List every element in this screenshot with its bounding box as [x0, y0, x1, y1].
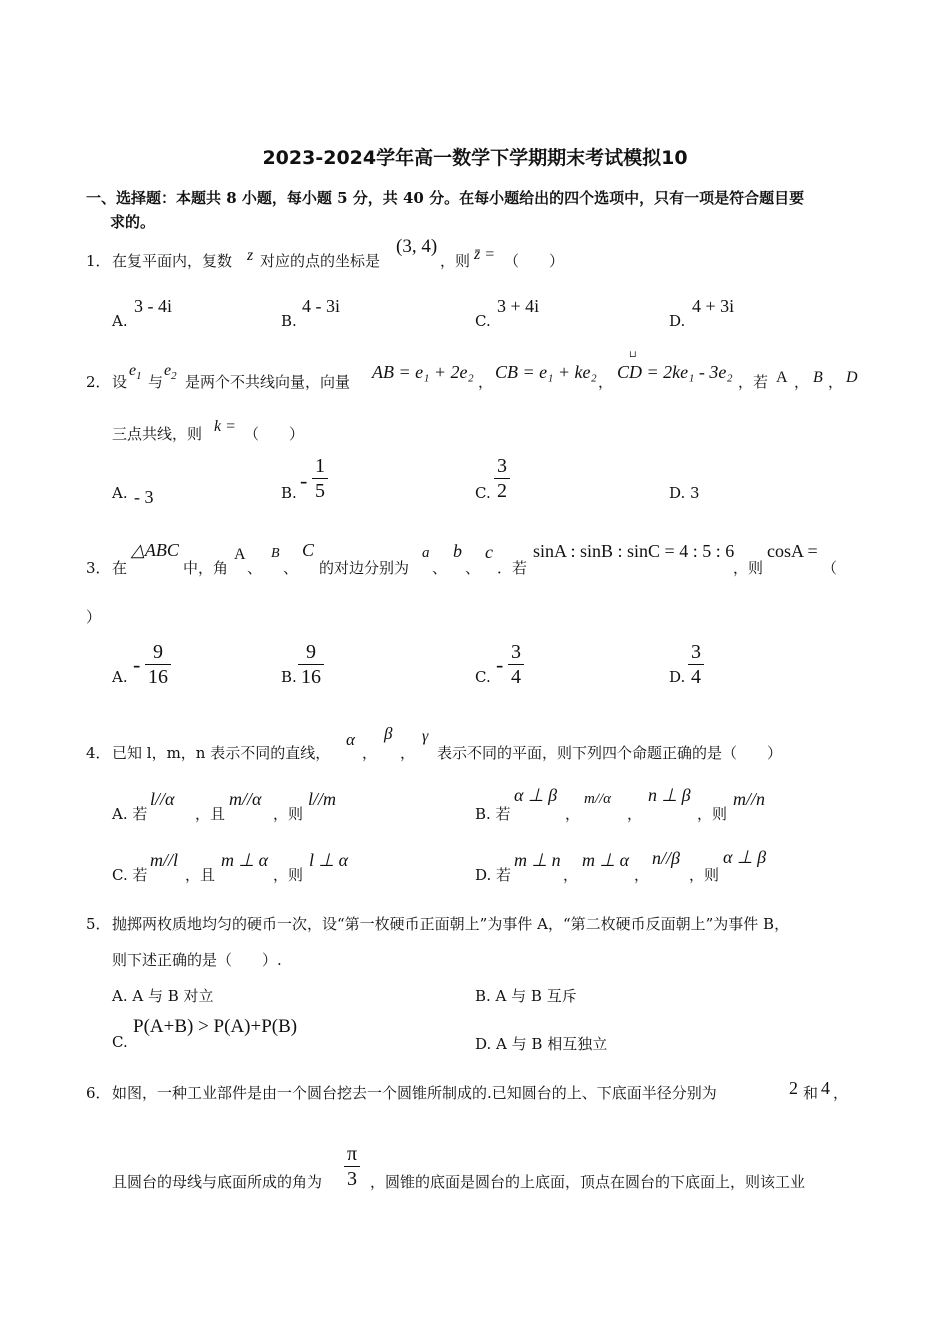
math-e1: $e_1$: [129, 362, 142, 383]
option-b: B. A 与 B 互斥: [475, 987, 577, 1005]
question-text: 中，角: [183, 559, 229, 577]
question-text: 如图，一种工业部件是由一个圆台挖去一个圆锥所制成的.已知圆台的上、下底面半径分别为: [112, 1084, 717, 1102]
option-c-label: C.: [112, 1033, 128, 1051]
math-cosa: cosA =: [767, 541, 818, 561]
option-c-formula: P(A+B) > P(A)+P(B): [133, 1016, 298, 1037]
math-sine-ratio: sinA : sinB : sinC = 4 : 5 : 6: [533, 541, 735, 561]
point-b: B: [813, 369, 823, 386]
option-a-fraction: 9 16: [145, 640, 171, 689]
option-c-premise2: m ⊥ α: [221, 850, 269, 870]
question-text: ．若: [497, 559, 528, 577]
option-b-label: B.: [281, 312, 297, 330]
option-d-fraction: 3 4: [688, 640, 704, 689]
math-vector-cb: CB = e₁ + ke₂: [495, 362, 597, 382]
question-text: 表示不同的平面，则下列四个命题正确的是（ ）: [437, 744, 783, 762]
option-d-premise2: m ⊥ α: [582, 850, 630, 870]
option-c-label: C. 若: [112, 866, 148, 884]
radius-upper: 2: [789, 1078, 798, 1098]
option-d-label: D.: [669, 668, 686, 686]
side-c: c: [485, 542, 493, 562]
option-b-fraction: 9 16: [298, 640, 324, 689]
option-b-premise3: n ⊥ β: [648, 785, 691, 805]
math-k: k =: [214, 418, 236, 435]
option-c-label: C.: [475, 668, 491, 686]
angle-c: C: [302, 540, 315, 560]
point-d: D: [846, 369, 858, 386]
question-text: ，若: [738, 373, 769, 391]
option-c-sign: -: [496, 652, 504, 677]
option-a-label: A. 若: [112, 805, 148, 823]
answer-paren-right: ）: [86, 608, 102, 626]
math-z: z: [247, 247, 254, 264]
option-a-value: 3 - 4i: [134, 296, 172, 316]
option-d-value: 4 + 3i: [692, 296, 735, 316]
option-d-text: ，则: [689, 866, 720, 884]
option-c-value: 3 + 4i: [497, 296, 540, 316]
math-e2: $e_2$: [164, 362, 177, 383]
option-d-label: D. 若: [475, 866, 512, 884]
option-b-sign: -: [300, 468, 308, 493]
math-alpha: α: [346, 730, 355, 749]
option-a-text: ，则: [273, 805, 304, 823]
question-text: 的对边分别为: [319, 559, 410, 577]
option-d-premise1: m ⊥ n: [514, 850, 561, 870]
option-c-fraction: 3 4: [508, 640, 524, 689]
option-a-conclusion: l//m: [308, 789, 337, 809]
option-d-label: D.: [669, 484, 686, 502]
option-a-value: - 3: [134, 487, 154, 507]
math-gamma: γ: [422, 728, 429, 745]
option-a: A. A 与 B 对立: [112, 987, 214, 1005]
answer-paren: （ ）: [504, 252, 565, 270]
question-number: 6．: [86, 1084, 111, 1102]
option-b-conclusion: m//n: [733, 789, 766, 809]
option-a-label: A.: [112, 312, 128, 330]
question-text: 在: [112, 559, 128, 577]
question-number: 5．: [86, 915, 111, 933]
option-c-conclusion: l ⊥ α: [309, 850, 349, 870]
option-c-fraction: 3 2: [494, 454, 510, 503]
option-a-label: A.: [112, 668, 128, 686]
option-a-label: A.: [112, 484, 128, 502]
question-text: 和: [803, 1084, 819, 1102]
question-text: 与: [148, 373, 164, 391]
question-number: 4．: [86, 744, 111, 762]
answer-paren-left: （: [822, 559, 838, 577]
math-beta: β: [384, 724, 393, 743]
option-b-fraction: 1 5: [312, 454, 328, 503]
side-b: b: [453, 541, 462, 561]
question-text: ，则: [733, 559, 764, 577]
option-a-premise2: m//α: [229, 789, 262, 809]
option-d-label: D.: [669, 312, 686, 330]
question-number: 2．: [86, 373, 111, 391]
option-b-value: 4 - 3i: [302, 296, 340, 316]
option-d: D. A 与 B 相互独立: [475, 1035, 608, 1053]
question-text: 在复平面内，复数: [112, 252, 233, 270]
angle-b: B: [271, 546, 280, 561]
math-triangle: △ABC: [131, 540, 179, 560]
option-b-text: ，则: [697, 805, 728, 823]
question-text: ，则: [440, 252, 471, 270]
option-a-premise1: l//α: [150, 789, 175, 809]
question-text: 对应的点的坐标是: [260, 252, 381, 270]
math-vector-ab: AB = e₁ + 2e₂: [372, 362, 474, 382]
option-b-label: B.: [281, 484, 297, 502]
vector-arrow-mark: ⊔: [629, 350, 637, 360]
option-d-premise3: n//β: [652, 848, 680, 868]
option-a-sign: -: [133, 652, 141, 677]
side-a: a: [422, 545, 430, 561]
option-b-label: B. 若: [475, 805, 511, 823]
angle-fraction: π 3: [344, 1142, 360, 1191]
option-b-premise1: α ⊥ β: [514, 785, 558, 805]
question-text: 设: [112, 373, 128, 391]
option-b-label: B.: [281, 668, 297, 686]
radius-lower: 4: [821, 1078, 830, 1098]
section-heading-line2: 求的。: [110, 213, 156, 231]
option-c-text: ，则: [273, 866, 304, 884]
question-text: 抛掷两枚质地均匀的硬币一次，设“第一枚硬币正面朝上”为事件 A，“第二枚硬币反面朝上”为事件 B，: [112, 915, 790, 933]
question-number: 1．: [86, 252, 111, 270]
question-text: 三点共线，则: [112, 425, 203, 443]
answer-paren: （ ）: [244, 425, 305, 443]
question-text: 且圆台的母线与底面所成的角为: [112, 1173, 323, 1191]
section-heading-line1: 一、选择题：本题共 8 小题，每小题 5 分，共 40 分。在每小题给出的四个选项中，只有一项是符合题目要: [86, 189, 805, 207]
option-b-premise2: m//α: [584, 791, 612, 807]
option-c-premise1: m//l: [150, 850, 179, 870]
question-text: ，圆锥的底面是圆台的上底面，顶点在圆台的下底面上，则该工业: [370, 1173, 806, 1191]
page-title: 2023-2024学年高一数学下学期期末考试模拟10: [262, 147, 688, 169]
option-c-label: C.: [475, 312, 491, 330]
point-a: A: [776, 369, 788, 386]
question-text: 是两个不共线向量，向量: [185, 373, 351, 391]
option-c-text: ，且: [185, 866, 216, 884]
question-text: 已知 l，m，n 表示不同的直线，: [112, 744, 331, 762]
question-text: 则下述正确的是（ ）.: [112, 951, 282, 969]
math-point: (3, 4): [396, 236, 438, 257]
question-text: ，: [833, 1084, 849, 1102]
option-c-label: C.: [475, 484, 491, 502]
option-d-conclusion: α ⊥ β: [723, 847, 767, 867]
angle-a: A: [234, 546, 246, 563]
math-vector-cd: CD = 2ke₁ - 3e₂: [617, 362, 733, 382]
math-zbar: z̄ =: [474, 246, 496, 263]
option-a-text: ，且: [195, 805, 226, 823]
question-number: 3．: [86, 559, 111, 577]
option-d-value: 3: [690, 484, 700, 502]
